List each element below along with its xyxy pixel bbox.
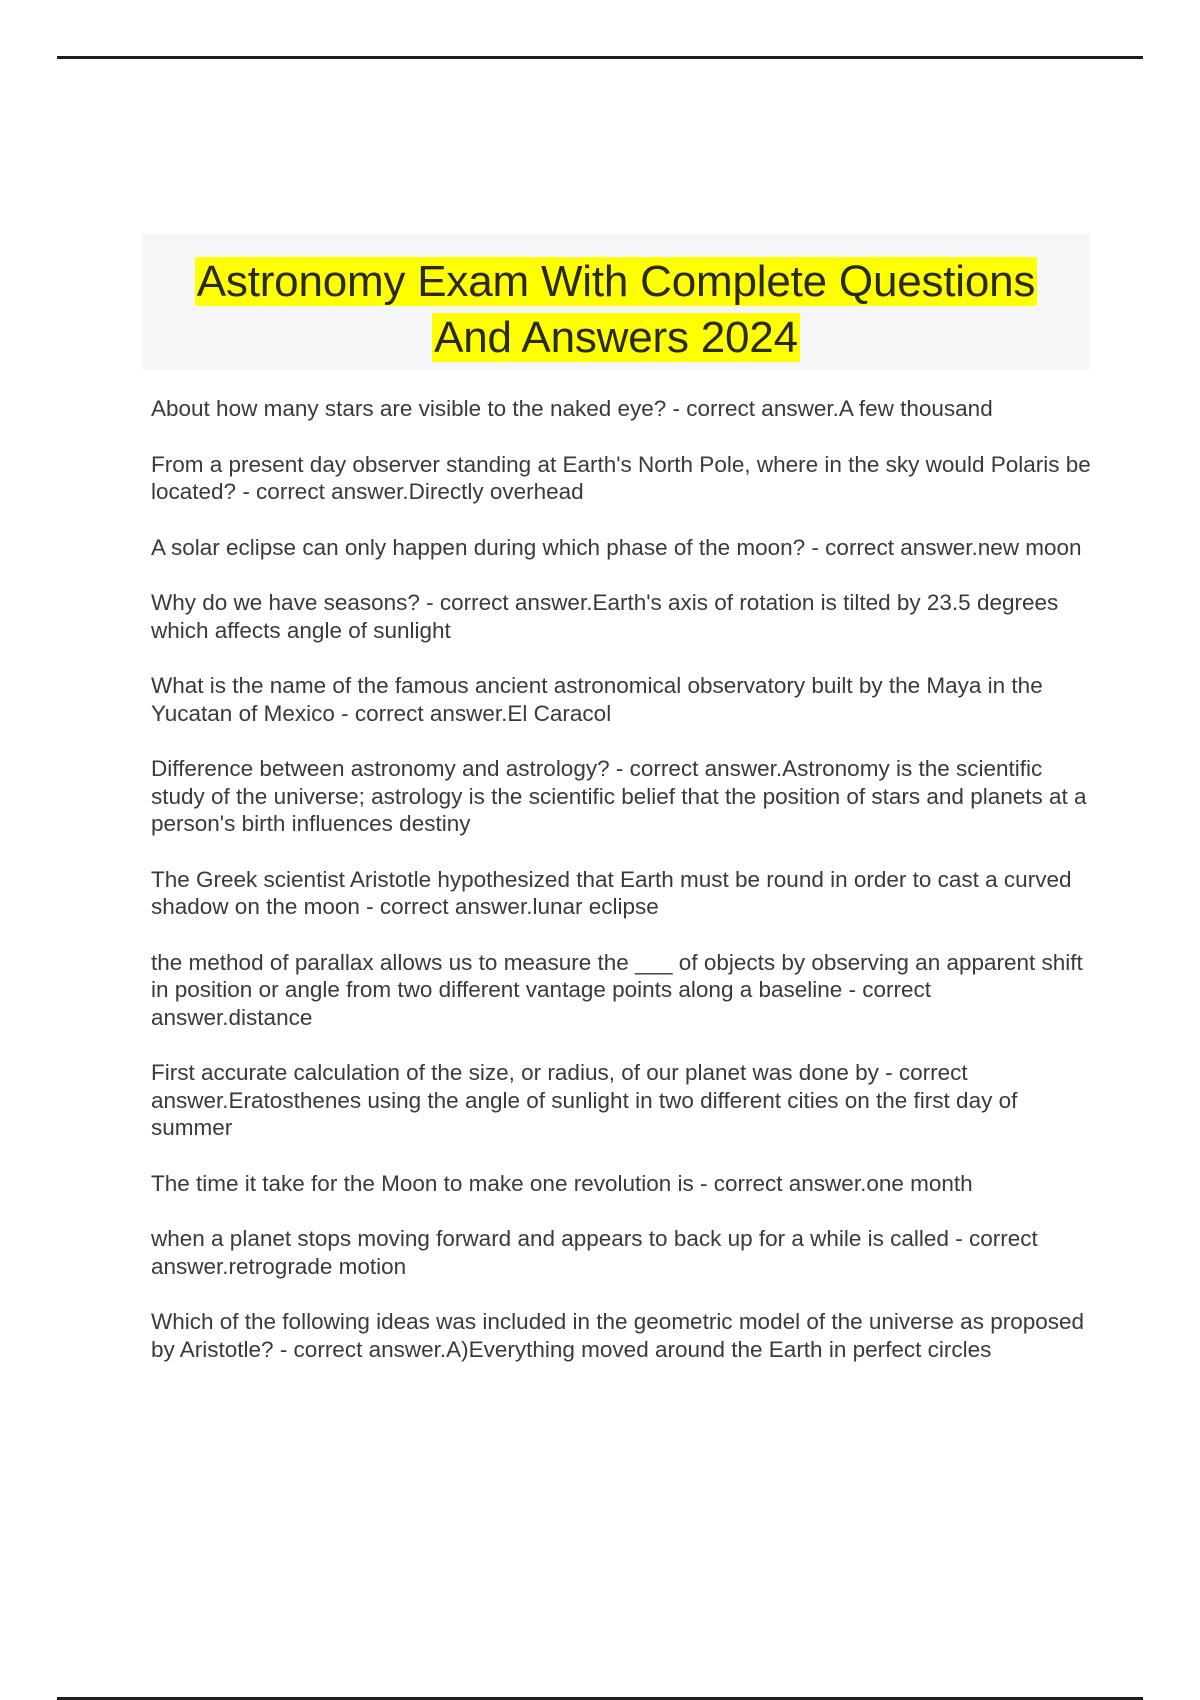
- qa-item: when a planet stops moving forward and appears to back up for a while is called - correct answer.retrograde motion: [151, 1226, 1038, 1279]
- qa-item: Difference between astronomy and astrology? - correct answer.Astronomy is the scientific study of the universe; astrology is the scientific belief that the position of stars and planets at a person's birth influences destiny: [151, 756, 1087, 836]
- qa-item: A solar eclipse can only happen during which phase of the moon? - correct answer.new moon: [151, 534, 1082, 560]
- qa-item: The Greek scientist Aristotle hypothesized that Earth must be round in order to cast a curved shadow on the moon - correct answer.lunar eclipse: [151, 866, 1072, 919]
- document-title: [142, 234, 1090, 366]
- qa-item: Why do we have seasons? - correct answer.Earth's axis of rotation is tilted by 23.5 degrees which affects angle of sunlight: [151, 590, 1059, 643]
- qa-item: The time it take for the Moon to make one revolution is - correct answer.one month: [151, 1170, 973, 1196]
- qa-item: Which of the following ideas was included in the geometric model of the universe as proposed by Aristotle? - correct answer.A)Everything moved around the Earth in perfect circles: [151, 1309, 1085, 1362]
- qa-list: [146, 395, 1096, 1391]
- qa-item: About how many stars are visible to the naked eye? - correct answer.A few thousand: [151, 396, 993, 421]
- title-block: [142, 234, 1090, 370]
- header-rule: [57, 56, 1143, 59]
- qa-item: From a present day observer standing at Earth's North Pole, where in the sky would Polaris be located? - correct answer.Directly overhead: [151, 451, 1091, 504]
- qa-item: What is the name of the famous ancient astronomical observatory built by the Maya in the Yucatan of Mexico - correct answer.El Caracol: [151, 673, 1043, 726]
- title-line-2: And Answers 2024: [434, 313, 798, 362]
- qa-item: the method of parallax allows us to measure the ___ of objects by observing an apparent shift in position or angle from two different vantage points along a baseline - correct answer.distance: [151, 949, 1083, 1030]
- title-line-1: Astronomy Exam With Complete Questions: [196, 257, 1036, 306]
- qa-item: First accurate calculation of the size, or radius, of our planet was done by - correct answer.Eratosthenes using the angle of sunlight in two different cities on the first day of summer: [151, 1060, 1018, 1140]
